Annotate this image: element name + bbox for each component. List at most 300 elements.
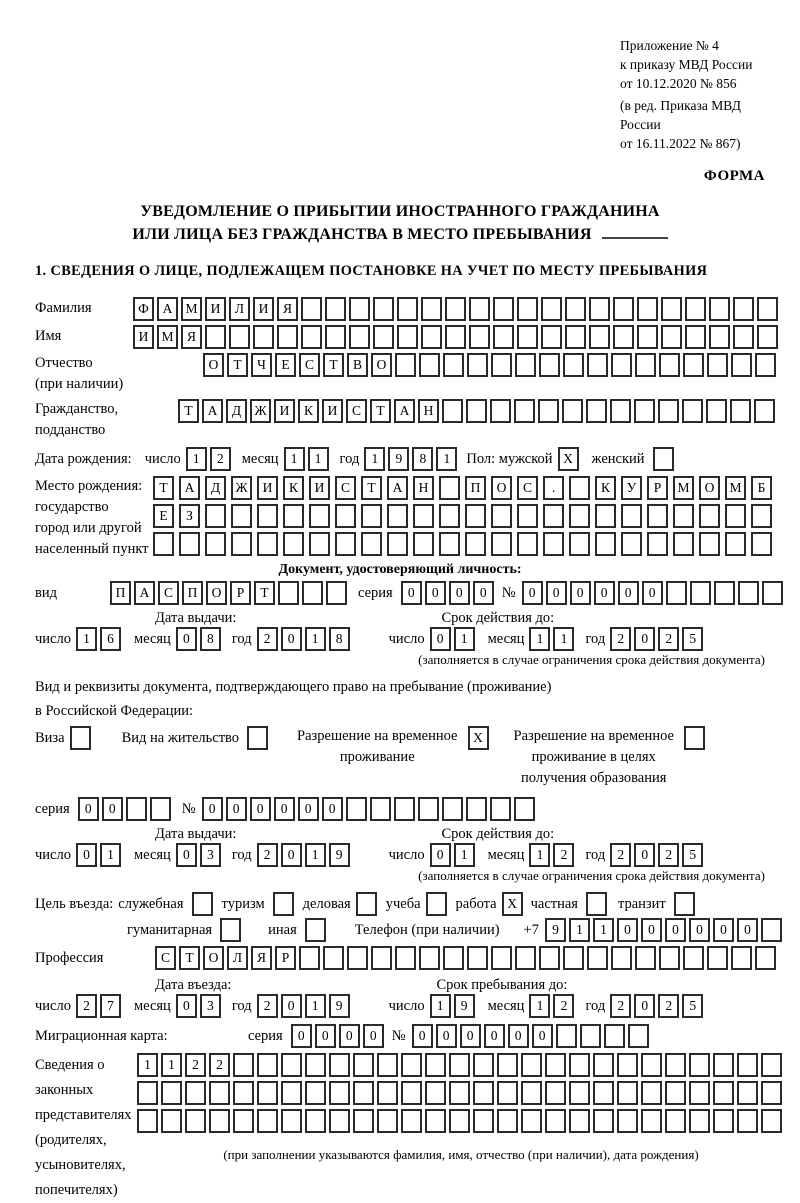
migration-series-box[interactable]: 0 [363, 1024, 384, 1048]
birthplace-char-box[interactable] [439, 476, 460, 500]
phone-digit-box[interactable]: 1 [593, 918, 614, 942]
legal-char-box[interactable] [761, 1081, 782, 1105]
citizenship-char-box[interactable] [490, 399, 511, 423]
surname-char-box[interactable] [613, 297, 634, 321]
phone-digit-box[interactable]: 0 [713, 918, 734, 942]
surname-char-box[interactable] [589, 297, 610, 321]
birthplace-char-box[interactable] [231, 532, 252, 556]
legal-char-box[interactable] [737, 1109, 758, 1133]
patronymic-char-box[interactable] [731, 353, 752, 377]
migration-number-box[interactable] [628, 1024, 649, 1048]
issue-year-box[interactable]: 9 [329, 843, 350, 867]
entry-year-box[interactable]: 2 [257, 994, 278, 1018]
legal-char-box[interactable] [329, 1109, 350, 1133]
residence-number-box[interactable]: 0 [274, 797, 295, 821]
residence-number-box[interactable] [442, 797, 463, 821]
birthplace-char-box[interactable]: З [179, 504, 200, 528]
legal-char-box[interactable] [257, 1053, 278, 1077]
birthplace-char-box[interactable] [725, 532, 746, 556]
female-checkbox[interactable] [653, 447, 674, 471]
citizenship-char-box[interactable]: И [274, 399, 295, 423]
profession-char-box[interactable] [659, 946, 680, 970]
residence-number-box[interactable] [514, 797, 535, 821]
birthplace-char-box[interactable] [257, 532, 278, 556]
valid-day-box[interactable]: 1 [454, 627, 475, 651]
citizenship-char-box[interactable]: Ж [250, 399, 271, 423]
citizenship-char-box[interactable] [538, 399, 559, 423]
birthplace-char-box[interactable]: П [465, 476, 486, 500]
legal-char-box[interactable] [593, 1053, 614, 1077]
patronymic-char-box[interactable] [563, 353, 584, 377]
surname-char-box[interactable] [373, 297, 394, 321]
legal-char-box[interactable] [617, 1081, 638, 1105]
birthplace-char-box[interactable] [517, 504, 538, 528]
purpose-official-checkbox[interactable] [192, 892, 213, 916]
birthplace-char-box[interactable]: Д [205, 476, 226, 500]
issue-day-box[interactable]: 6 [100, 627, 121, 651]
profession-char-box[interactable] [515, 946, 536, 970]
stay-year-box[interactable]: 2 [658, 994, 679, 1018]
issue-year-box[interactable]: 1 [305, 843, 326, 867]
legal-char-box[interactable] [545, 1109, 566, 1133]
citizenship-char-box[interactable] [442, 399, 463, 423]
residence-number-box[interactable] [346, 797, 367, 821]
migration-number-box[interactable]: 0 [412, 1024, 433, 1048]
birthplace-char-box[interactable]: Е [153, 504, 174, 528]
valid-day-box[interactable]: 1 [454, 843, 475, 867]
legal-char-box[interactable] [665, 1109, 686, 1133]
legal-char-box[interactable] [257, 1109, 278, 1133]
surname-char-box[interactable] [397, 297, 418, 321]
legal-char-box[interactable] [137, 1109, 158, 1133]
citizenship-char-box[interactable] [514, 399, 535, 423]
citizenship-char-box[interactable] [586, 399, 607, 423]
birth-year-box[interactable]: 1 [436, 447, 457, 471]
valid-month-box[interactable]: 1 [553, 627, 574, 651]
legal-char-box[interactable] [641, 1109, 662, 1133]
residence-series-box[interactable]: 0 [78, 797, 99, 821]
legal-char-box[interactable] [617, 1053, 638, 1077]
legal-char-box[interactable] [401, 1053, 422, 1077]
legal-char-box[interactable] [449, 1053, 470, 1077]
purpose-humanitarian-checkbox[interactable] [220, 918, 241, 942]
entry-day-box[interactable]: 7 [100, 994, 121, 1018]
birthplace-char-box[interactable]: Р [647, 476, 668, 500]
birthplace-char-box[interactable]: Б [751, 476, 772, 500]
residence-permit-checkbox[interactable] [247, 726, 268, 750]
legal-char-box[interactable] [137, 1081, 158, 1105]
legal-char-box[interactable] [737, 1053, 758, 1077]
surname-char-box[interactable] [541, 297, 562, 321]
residence-number-box[interactable] [466, 797, 487, 821]
birthplace-char-box[interactable] [595, 504, 616, 528]
patronymic-char-box[interactable]: Ч [251, 353, 272, 377]
profession-char-box[interactable] [755, 946, 776, 970]
legal-char-box[interactable] [689, 1109, 710, 1133]
surname-char-box[interactable]: М [181, 297, 202, 321]
legal-char-box[interactable] [329, 1081, 350, 1105]
birthplace-char-box[interactable]: Т [153, 476, 174, 500]
birthplace-char-box[interactable]: Ж [231, 476, 252, 500]
issue-day-box[interactable]: 1 [76, 627, 97, 651]
birthplace-char-box[interactable] [569, 532, 590, 556]
profession-char-box[interactable]: Т [179, 946, 200, 970]
valid-year-box[interactable]: 0 [634, 627, 655, 651]
legal-char-box[interactable] [233, 1053, 254, 1077]
birthplace-char-box[interactable] [621, 532, 642, 556]
profession-char-box[interactable] [587, 946, 608, 970]
birthplace-char-box[interactable]: М [673, 476, 694, 500]
valid-year-box[interactable]: 2 [658, 627, 679, 651]
doc-number-box[interactable] [690, 581, 711, 605]
legal-char-box[interactable] [281, 1081, 302, 1105]
male-checkbox[interactable]: X [558, 447, 579, 471]
surname-char-box[interactable] [325, 297, 346, 321]
residence-series-box[interactable] [126, 797, 147, 821]
firstname-char-box[interactable] [205, 325, 226, 349]
birthplace-char-box[interactable] [595, 532, 616, 556]
valid-day-box[interactable]: 0 [430, 627, 451, 651]
valid-year-box[interactable]: 5 [682, 627, 703, 651]
residence-number-box[interactable]: 0 [298, 797, 319, 821]
birthplace-char-box[interactable] [543, 532, 564, 556]
firstname-char-box[interactable] [541, 325, 562, 349]
legal-char-box[interactable] [233, 1109, 254, 1133]
purpose-study-checkbox[interactable] [426, 892, 447, 916]
issue-month-box[interactable]: 0 [176, 843, 197, 867]
legal-char-box[interactable] [473, 1109, 494, 1133]
patronymic-char-box[interactable] [683, 353, 704, 377]
firstname-char-box[interactable]: И [133, 325, 154, 349]
legal-char-box[interactable] [521, 1053, 542, 1077]
birthplace-char-box[interactable] [647, 504, 668, 528]
legal-char-box[interactable] [305, 1053, 326, 1077]
birthplace-char-box[interactable] [309, 504, 330, 528]
purpose-transit-checkbox[interactable] [674, 892, 695, 916]
birthplace-char-box[interactable] [413, 504, 434, 528]
legal-char-box[interactable] [353, 1081, 374, 1105]
legal-char-box[interactable]: 1 [137, 1053, 158, 1077]
birthplace-char-box[interactable]: С [517, 476, 538, 500]
birthplace-char-box[interactable]: Т [361, 476, 382, 500]
firstname-char-box[interactable] [301, 325, 322, 349]
firstname-char-box[interactable] [469, 325, 490, 349]
purpose-private-checkbox[interactable] [586, 892, 607, 916]
temp-residence-checkbox[interactable]: X [468, 726, 489, 750]
firstname-char-box[interactable] [685, 325, 706, 349]
phone-digit-box[interactable]: 1 [569, 918, 590, 942]
firstname-char-box[interactable]: М [157, 325, 178, 349]
surname-char-box[interactable]: А [157, 297, 178, 321]
firstname-char-box[interactable] [757, 325, 778, 349]
profession-char-box[interactable] [635, 946, 656, 970]
profession-char-box[interactable]: Л [227, 946, 248, 970]
birthplace-char-box[interactable] [283, 504, 304, 528]
birthplace-char-box[interactable]: И [257, 476, 278, 500]
birthplace-char-box[interactable] [491, 532, 512, 556]
birthplace-char-box[interactable] [361, 504, 382, 528]
birthplace-char-box[interactable] [231, 504, 252, 528]
issue-year-box[interactable]: 1 [305, 627, 326, 651]
issue-year-box[interactable]: 2 [257, 627, 278, 651]
birthplace-char-box[interactable] [465, 504, 486, 528]
migration-number-box[interactable]: 0 [484, 1024, 505, 1048]
valid-year-box[interactable]: 2 [610, 627, 631, 651]
legal-char-box[interactable] [737, 1081, 758, 1105]
profession-char-box[interactable] [539, 946, 560, 970]
surname-char-box[interactable] [469, 297, 490, 321]
residence-series-box[interactable]: 0 [102, 797, 123, 821]
purpose-tourism-checkbox[interactable] [273, 892, 294, 916]
stay-month-box[interactable]: 1 [529, 994, 550, 1018]
patronymic-char-box[interactable] [635, 353, 656, 377]
legal-char-box[interactable] [641, 1053, 662, 1077]
doc-kind-char-box[interactable]: П [182, 581, 203, 605]
legal-char-box[interactable] [497, 1109, 518, 1133]
patronymic-char-box[interactable]: Т [323, 353, 344, 377]
legal-char-box[interactable] [449, 1081, 470, 1105]
birth-day-box[interactable]: 2 [210, 447, 231, 471]
doc-kind-char-box[interactable]: С [158, 581, 179, 605]
legal-char-box[interactable] [233, 1081, 254, 1105]
legal-char-box[interactable] [473, 1081, 494, 1105]
legal-char-box[interactable] [305, 1081, 326, 1105]
legal-char-box[interactable] [593, 1109, 614, 1133]
patronymic-char-box[interactable]: Е [275, 353, 296, 377]
migration-series-box[interactable]: 0 [315, 1024, 336, 1048]
citizenship-char-box[interactable]: Т [370, 399, 391, 423]
firstname-char-box[interactable] [565, 325, 586, 349]
migration-number-box[interactable] [556, 1024, 577, 1048]
residence-number-box[interactable]: 0 [322, 797, 343, 821]
birthplace-char-box[interactable] [621, 504, 642, 528]
doc-kind-char-box[interactable]: Т [254, 581, 275, 605]
patronymic-char-box[interactable] [419, 353, 440, 377]
issue-day-box[interactable]: 0 [76, 843, 97, 867]
birthplace-char-box[interactable] [439, 504, 460, 528]
birthplace-char-box[interactable] [569, 504, 590, 528]
firstname-char-box[interactable] [229, 325, 250, 349]
doc-series-box[interactable]: 0 [425, 581, 446, 605]
legal-char-box[interactable] [497, 1053, 518, 1077]
residence-number-box[interactable]: 0 [250, 797, 271, 821]
birth-year-box[interactable]: 9 [388, 447, 409, 471]
firstname-char-box[interactable] [733, 325, 754, 349]
issue-year-box[interactable]: 0 [281, 843, 302, 867]
birthplace-char-box[interactable] [673, 532, 694, 556]
doc-number-box[interactable]: 0 [642, 581, 663, 605]
firstname-char-box[interactable] [637, 325, 658, 349]
doc-series-box[interactable]: 0 [473, 581, 494, 605]
residence-number-box[interactable] [490, 797, 511, 821]
legal-char-box[interactable]: 2 [185, 1053, 206, 1077]
legal-char-box[interactable] [209, 1081, 230, 1105]
valid-month-box[interactable]: 2 [553, 843, 574, 867]
birthplace-char-box[interactable] [699, 504, 720, 528]
legal-char-box[interactable] [713, 1109, 734, 1133]
legal-char-box[interactable] [569, 1053, 590, 1077]
profession-char-box[interactable] [443, 946, 464, 970]
firstname-char-box[interactable] [373, 325, 394, 349]
firstname-char-box[interactable] [421, 325, 442, 349]
legal-char-box[interactable] [425, 1081, 446, 1105]
birthplace-char-box[interactable] [699, 532, 720, 556]
birthplace-char-box[interactable]: О [491, 476, 512, 500]
profession-char-box[interactable] [323, 946, 344, 970]
patronymic-char-box[interactable] [707, 353, 728, 377]
firstname-char-box[interactable] [253, 325, 274, 349]
profession-char-box[interactable] [491, 946, 512, 970]
issue-month-box[interactable]: 8 [200, 627, 221, 651]
legal-char-box[interactable] [665, 1053, 686, 1077]
legal-char-box[interactable] [305, 1109, 326, 1133]
doc-kind-char-box[interactable] [302, 581, 323, 605]
profession-char-box[interactable] [563, 946, 584, 970]
residence-number-box[interactable] [418, 797, 439, 821]
profession-char-box[interactable] [371, 946, 392, 970]
birthplace-char-box[interactable] [205, 504, 226, 528]
migration-number-box[interactable]: 0 [532, 1024, 553, 1048]
phone-digit-box[interactable]: 0 [641, 918, 662, 942]
doc-number-box[interactable] [738, 581, 759, 605]
patronymic-char-box[interactable]: О [371, 353, 392, 377]
profession-char-box[interactable] [611, 946, 632, 970]
birthplace-char-box[interactable] [179, 532, 200, 556]
legal-char-box[interactable] [593, 1081, 614, 1105]
valid-year-box[interactable]: 5 [682, 843, 703, 867]
valid-month-box[interactable]: 1 [529, 627, 550, 651]
legal-char-box[interactable] [665, 1081, 686, 1105]
firstname-char-box[interactable] [277, 325, 298, 349]
legal-char-box[interactable] [377, 1053, 398, 1077]
citizenship-char-box[interactable] [706, 399, 727, 423]
legal-char-box[interactable] [521, 1081, 542, 1105]
patronymic-char-box[interactable] [659, 353, 680, 377]
birthplace-char-box[interactable] [335, 532, 356, 556]
surname-char-box[interactable] [445, 297, 466, 321]
birthplace-char-box[interactable]: У [621, 476, 642, 500]
valid-year-box[interactable]: 2 [610, 843, 631, 867]
birthplace-char-box[interactable] [361, 532, 382, 556]
surname-char-box[interactable]: И [205, 297, 226, 321]
legal-char-box[interactable] [689, 1053, 710, 1077]
phone-digit-box[interactable]: 0 [665, 918, 686, 942]
birthplace-char-box[interactable] [465, 532, 486, 556]
migration-number-box[interactable]: 0 [508, 1024, 529, 1048]
birth-year-box[interactable]: 8 [412, 447, 433, 471]
stay-day-box[interactable]: 9 [454, 994, 475, 1018]
doc-number-box[interactable]: 0 [594, 581, 615, 605]
legal-char-box[interactable] [545, 1053, 566, 1077]
patronymic-char-box[interactable]: В [347, 353, 368, 377]
surname-char-box[interactable]: Л [229, 297, 250, 321]
migration-number-box[interactable] [580, 1024, 601, 1048]
legal-char-box[interactable] [401, 1081, 422, 1105]
doc-number-box[interactable]: 0 [618, 581, 639, 605]
surname-char-box[interactable] [493, 297, 514, 321]
birthplace-char-box[interactable]: О [699, 476, 720, 500]
surname-char-box[interactable]: И [253, 297, 274, 321]
issue-year-box[interactable]: 2 [257, 843, 278, 867]
patronymic-char-box[interactable] [755, 353, 776, 377]
stay-year-box[interactable]: 5 [682, 994, 703, 1018]
legal-char-box[interactable] [521, 1109, 542, 1133]
legal-char-box[interactable] [257, 1081, 278, 1105]
phone-digit-box[interactable] [761, 918, 782, 942]
citizenship-char-box[interactable]: А [202, 399, 223, 423]
legal-char-box[interactable] [185, 1109, 206, 1133]
migration-series-box[interactable]: 0 [339, 1024, 360, 1048]
surname-char-box[interactable]: Я [277, 297, 298, 321]
citizenship-char-box[interactable]: Д [226, 399, 247, 423]
citizenship-char-box[interactable] [610, 399, 631, 423]
migration-number-box[interactable]: 0 [460, 1024, 481, 1048]
firstname-char-box[interactable] [517, 325, 538, 349]
firstname-char-box[interactable] [589, 325, 610, 349]
citizenship-char-box[interactable]: К [298, 399, 319, 423]
birthplace-char-box[interactable] [413, 532, 434, 556]
legal-char-box[interactable] [353, 1109, 374, 1133]
surname-char-box[interactable] [637, 297, 658, 321]
birthplace-char-box[interactable] [205, 532, 226, 556]
residence-number-box[interactable]: 0 [226, 797, 247, 821]
phone-digit-box[interactable]: 0 [617, 918, 638, 942]
entry-month-box[interactable]: 3 [200, 994, 221, 1018]
patronymic-char-box[interactable] [467, 353, 488, 377]
legal-char-box[interactable] [497, 1081, 518, 1105]
legal-char-box[interactable] [761, 1109, 782, 1133]
surname-char-box[interactable] [421, 297, 442, 321]
doc-series-box[interactable]: 0 [449, 581, 470, 605]
birthplace-char-box[interactable] [647, 532, 668, 556]
birthplace-char-box[interactable] [387, 504, 408, 528]
purpose-business-checkbox[interactable] [356, 892, 377, 916]
stay-year-box[interactable]: 2 [610, 994, 631, 1018]
doc-number-box[interactable]: 0 [570, 581, 591, 605]
legal-char-box[interactable] [281, 1053, 302, 1077]
entry-year-box[interactable]: 0 [281, 994, 302, 1018]
valid-year-box[interactable]: 2 [658, 843, 679, 867]
doc-kind-char-box[interactable] [326, 581, 347, 605]
patronymic-char-box[interactable]: С [299, 353, 320, 377]
legal-char-box[interactable] [329, 1053, 350, 1077]
purpose-other-checkbox[interactable] [305, 918, 326, 942]
profession-char-box[interactable] [395, 946, 416, 970]
birthplace-char-box[interactable] [309, 532, 330, 556]
birthplace-char-box[interactable]: И [309, 476, 330, 500]
surname-char-box[interactable] [661, 297, 682, 321]
birthplace-char-box[interactable] [257, 504, 278, 528]
firstname-char-box[interactable] [349, 325, 370, 349]
legal-char-box[interactable] [377, 1081, 398, 1105]
profession-char-box[interactable] [347, 946, 368, 970]
patronymic-char-box[interactable] [515, 353, 536, 377]
firstname-char-box[interactable] [493, 325, 514, 349]
stay-month-box[interactable]: 2 [553, 994, 574, 1018]
legal-char-box[interactable] [425, 1053, 446, 1077]
profession-char-box[interactable] [731, 946, 752, 970]
citizenship-char-box[interactable] [754, 399, 775, 423]
patronymic-char-box[interactable] [587, 353, 608, 377]
birthplace-char-box[interactable]: Н [413, 476, 434, 500]
birthplace-char-box[interactable]: К [595, 476, 616, 500]
birthplace-char-box[interactable] [439, 532, 460, 556]
legal-char-box[interactable] [617, 1109, 638, 1133]
phone-digit-box[interactable]: 0 [737, 918, 758, 942]
citizenship-char-box[interactable] [562, 399, 583, 423]
birthplace-char-box[interactable]: М [725, 476, 746, 500]
patronymic-char-box[interactable] [539, 353, 560, 377]
